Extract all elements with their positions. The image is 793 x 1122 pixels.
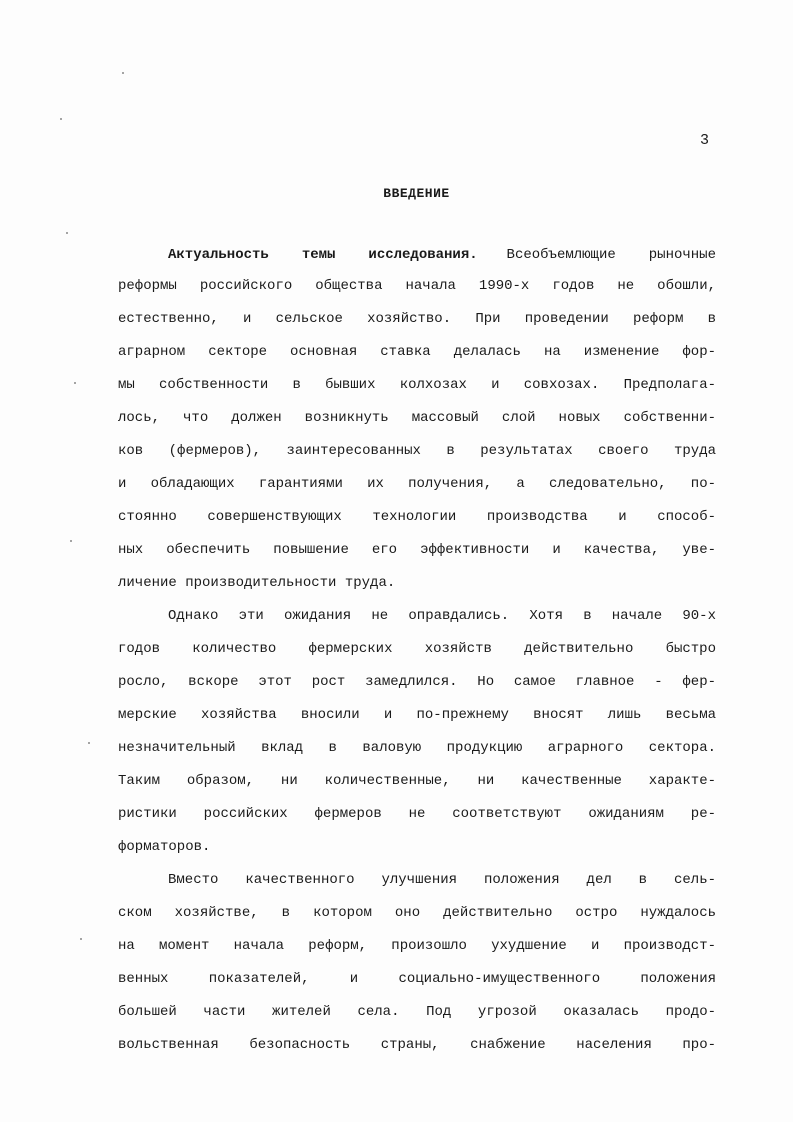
paragraph-line: стоянно совершенствующих технологии производства и способ-	[118, 509, 716, 525]
paragraph-line: на момент начала реформ, произошло ухудшение и производст-	[118, 938, 716, 954]
scan-speck	[60, 118, 62, 120]
paragraph-line: ков (фермеров), заинтересованных в результатах своего труда	[118, 443, 716, 459]
paragraph-line: Однако эти ожидания не оправдались. Хотя в начале 90-х	[168, 608, 716, 624]
paragraph-line: мерские хозяйства вносили и по-прежнему вносят лишь весьма	[118, 707, 716, 723]
paragraph-line: лось, что должен возникнуть массовый слой новых собственни-	[118, 410, 716, 426]
paragraph-line: ском хозяйстве, в котором оно действительно остро нуждалось	[118, 905, 716, 921]
paragraph-line: большей части жителей села. Под угрозой оказалась продо-	[118, 1004, 716, 1020]
paragraph-line: росло, вскоре этот рост замедлился. Но самое главное - фер-	[118, 674, 716, 690]
paragraph-line: Вместо качественного улучшения положения дел в сель-	[168, 872, 716, 888]
page-number: 3	[700, 132, 710, 149]
paragraph-line: реформы российского общества начала 1990-х годов не обошли,	[118, 278, 716, 294]
scan-speck	[66, 232, 68, 234]
paragraph-line: вольственная безопасность страны, снабжение населения про-	[118, 1037, 716, 1053]
body-text	[118, 237, 716, 1062]
paragraph-line	[118, 237, 716, 270]
paragraph-line: мы собственности в бывших колхозах и совхозах. Предполага-	[118, 377, 716, 393]
scan-speck	[88, 742, 90, 744]
paragraph-line: и обладающих гарантиями их получения, а следовательно, по-	[118, 476, 716, 492]
scan-speck	[70, 540, 72, 542]
paragraph-line: Таким образом, ни количественные, ни качественные характе-	[118, 773, 716, 789]
paragraph-line: личение производительности труда.	[118, 575, 396, 591]
section-heading: ВВЕДЕНИЕ	[383, 186, 450, 201]
paragraph-line: незначительный вклад в валовую продукцию аграрного сектора.	[118, 740, 716, 756]
lead-phrase: Актуальность темы исследования.	[168, 247, 478, 263]
paragraph-line: естественно, и сельское хозяйство. При проведении реформ в	[118, 311, 716, 327]
paragraph-line: годов количество фермерских хозяйств действительно быстро	[118, 641, 716, 657]
paragraph-line: аграрном секторе основная ставка делалась на изменение фор-	[118, 344, 716, 360]
paragraph-line: ристики российских фермеров не соответствуют ожиданиям ре-	[118, 806, 716, 822]
paragraph-line: форматоров.	[118, 839, 211, 855]
scan-speck	[80, 938, 82, 940]
paragraph-line: венных показателей, и социально-имущественного положения	[118, 971, 716, 987]
scan-speck	[74, 382, 76, 384]
scan-speck	[122, 72, 124, 74]
text-line: Всеобъемлющие рыночные	[506, 247, 716, 263]
paragraph-line: ных обеспечить повышение его эффективности и качества, уве-	[118, 542, 716, 558]
